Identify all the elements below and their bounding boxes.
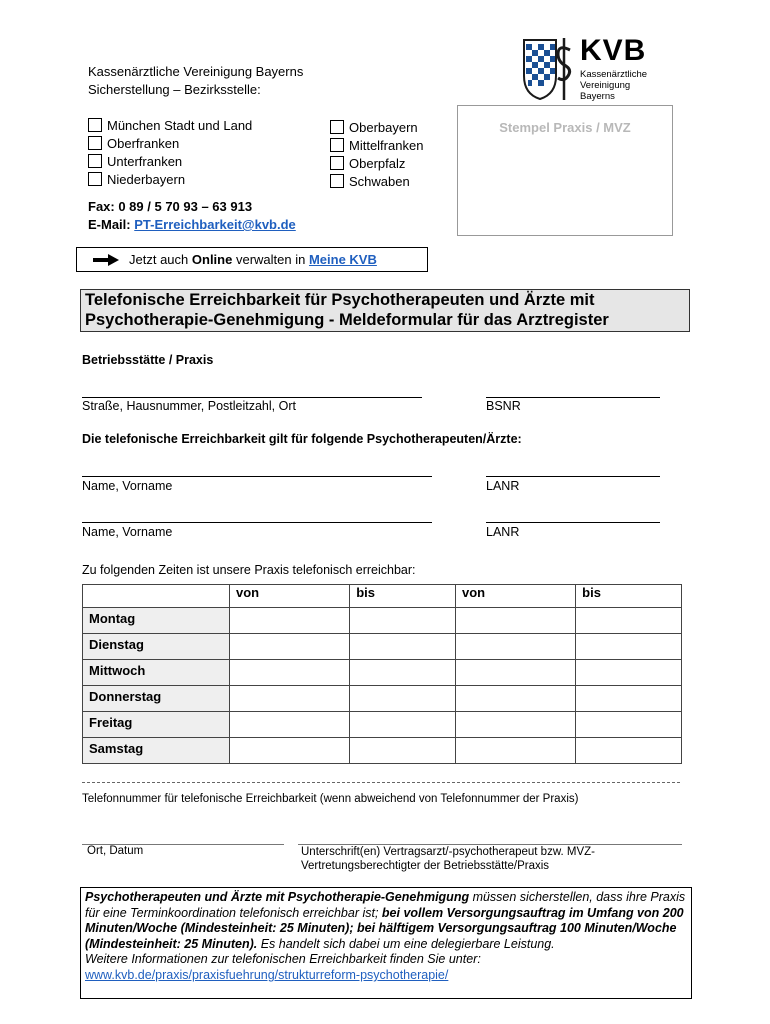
- table-header-cell: [83, 585, 230, 608]
- time-cell[interactable]: [350, 686, 456, 712]
- form-title-line: Telefonische Erreichbarkeit für Psychotherapeuten und Ärzte mit: [85, 291, 595, 309]
- time-cell[interactable]: [230, 608, 350, 634]
- banner-strong: Online: [191, 252, 233, 267]
- signature-label: Vertretungsberechtigter der Betriebsstätte/Praxis: [301, 860, 550, 872]
- district-checkbox[interactable]: München Stadt und Land: [88, 116, 252, 134]
- time-cell[interactable]: [230, 660, 350, 686]
- table-row: [83, 660, 682, 686]
- day-label: Mittwoch: [83, 660, 230, 686]
- info-bold: bei vollem Versorgungsauftrag im Umfang von 200 Minuten/Woche (Mindesteinheit: 25 Minuten); bei hälftigem Versorgungsauftrag 100 Minuten/Woche (Mindesteinheit: 25 Minuten).: [85, 905, 684, 951]
- time-cell[interactable]: [576, 686, 682, 712]
- checkbox-icon[interactable]: [330, 156, 344, 170]
- time-cell[interactable]: [576, 712, 682, 738]
- lanr-label: LANR: [486, 479, 520, 493]
- time-cell[interactable]: [455, 660, 575, 686]
- info-link[interactable]: www.kvb.de/praxis/praxisfuehrung/strukturreform-psychotherapie/: [85, 967, 449, 982]
- lanr-input-line[interactable]: [486, 476, 660, 477]
- checkbox-icon[interactable]: [330, 138, 344, 152]
- checkbox-icon[interactable]: [330, 120, 344, 134]
- time-cell[interactable]: [455, 608, 575, 634]
- district-checkbox[interactable]: Oberfranken: [88, 134, 252, 152]
- time-cell[interactable]: [455, 634, 575, 660]
- district-checkbox[interactable]: Unterfranken: [88, 152, 252, 170]
- time-cell[interactable]: [455, 686, 575, 712]
- time-cell[interactable]: [455, 738, 575, 764]
- table-row: [83, 634, 682, 660]
- banner-middle: verwalten in: [235, 252, 306, 267]
- table-header-cell: bis: [576, 585, 682, 608]
- time-cell[interactable]: [350, 712, 456, 738]
- kvb-logo-line: Kassenärztliche: [580, 69, 648, 80]
- section-betrieb: Betriebsstätte / Praxis: [82, 353, 214, 367]
- address-label: Straße, Hausnummer, Postleitzahl, Ort: [82, 399, 296, 413]
- table-header-cell: bis: [350, 585, 456, 608]
- district-checkbox[interactable]: Mittelfranken: [330, 136, 423, 154]
- time-cell[interactable]: [576, 660, 682, 686]
- bsnr-label: BSNR: [486, 399, 521, 413]
- stamp-label: Stempel Praxis / MVZ: [499, 120, 631, 135]
- info-more: Weitere Informationen zur telefonischen Erreichbarkeit finden Sie unter:: [85, 952, 481, 967]
- district-checkbox[interactable]: Oberbayern: [330, 118, 423, 136]
- header-subtitle: Sicherstellung – Bezirksstelle:: [88, 82, 261, 97]
- table-header-cell: von: [230, 585, 350, 608]
- kvb-logo: [520, 36, 680, 102]
- meine-kvb-link[interactable]: Meine KVB: [308, 252, 377, 267]
- checkbox-icon[interactable]: [330, 174, 344, 188]
- email-line: [88, 216, 296, 234]
- table-row: [83, 686, 682, 712]
- time-cell[interactable]: [350, 738, 456, 764]
- phone-label: Telefonnummer für telefonische Erreichbarkeit (wenn abweichend von Telefonnummer der Praxis): [82, 793, 579, 805]
- table-row: [83, 712, 682, 738]
- info-text: müssen sicherstellen, dass ihre Praxis für eine Terminkoordination telefonisch erreichbar ist;: [85, 890, 686, 920]
- checkbox-icon[interactable]: [88, 154, 102, 168]
- checkbox-icon[interactable]: [88, 172, 102, 186]
- signature-label: Unterschrift(en) Vertragsarzt/-psychotherapeut bzw. MVZ-: [301, 846, 595, 858]
- day-label: Freitag: [83, 712, 230, 738]
- day-label: Donnerstag: [83, 686, 230, 712]
- name-label: Name, Vorname: [82, 525, 173, 539]
- name-label: Name, Vorname: [82, 479, 173, 493]
- day-label: Dienstag: [83, 634, 230, 660]
- lanr-input-line[interactable]: [486, 522, 660, 523]
- email-label: E-Mail:: [88, 217, 131, 232]
- arrow-right-icon: [93, 254, 119, 266]
- form-title-line: Psychotherapie-Genehmigung - Meldeformular für das Arztregister: [85, 311, 609, 329]
- time-cell[interactable]: [455, 712, 575, 738]
- table-row: [83, 738, 682, 764]
- district-checkbox[interactable]: Oberpfalz: [330, 154, 423, 172]
- place-date-label: Ort, Datum: [87, 845, 144, 857]
- time-cell[interactable]: [350, 608, 456, 634]
- org-name: Kassenärztliche Vereinigung Bayerns: [88, 64, 304, 79]
- kvb-shield-icon: [520, 36, 572, 102]
- district-options-right: [330, 118, 423, 190]
- time-cell[interactable]: [230, 634, 350, 660]
- lanr-label: LANR: [486, 525, 520, 539]
- time-cell[interactable]: [230, 686, 350, 712]
- form-title-box: [80, 289, 690, 332]
- table-row: [83, 608, 682, 634]
- section-persons: Die telefonische Erreichbarkeit gilt für folgende Psychotherapeuten/Ärzte:: [82, 432, 522, 446]
- district-options-left: [88, 116, 252, 188]
- table-header-row: [83, 585, 682, 608]
- info-bold: Psychotherapeuten und Ärzte mit Psychotherapie-Genehmigung: [85, 890, 470, 904]
- checkbox-icon[interactable]: [88, 136, 102, 150]
- district-checkbox[interactable]: Niederbayern: [88, 170, 252, 188]
- time-cell[interactable]: [230, 712, 350, 738]
- name-input-line[interactable]: [82, 476, 432, 477]
- day-label: Montag: [83, 608, 230, 634]
- time-cell[interactable]: [576, 738, 682, 764]
- info-text: Es handelt sich dabei um eine delegierbare Leistung.: [257, 936, 555, 951]
- availability-table: [82, 584, 682, 764]
- email-link[interactable]: PT-Erreichbarkeit@kvb.de: [134, 217, 296, 232]
- times-intro: Zu folgenden Zeiten ist unsere Praxis telefonisch erreichbar:: [82, 563, 416, 577]
- stamp-box[interactable]: [457, 105, 673, 236]
- banner-prefix: Jetzt auch: [129, 252, 189, 267]
- kvb-logo-line: Vereinigung: [580, 80, 631, 91]
- kvb-logo-line: Bayerns: [580, 91, 615, 102]
- info-box: [80, 887, 692, 999]
- phone-input-line[interactable]: [82, 782, 680, 783]
- day-label: Samstag: [83, 738, 230, 764]
- time-cell[interactable]: [576, 608, 682, 634]
- online-banner[interactable]: [76, 247, 428, 272]
- time-cell[interactable]: [576, 634, 682, 660]
- time-cell[interactable]: [230, 738, 350, 764]
- district-checkbox[interactable]: Schwaben: [330, 172, 423, 190]
- fax-number: Fax: 0 89 / 5 70 93 – 63 913: [88, 199, 253, 214]
- table-header-cell: von: [455, 585, 575, 608]
- checkbox-icon[interactable]: [88, 118, 102, 132]
- kvb-logo-name: KVB: [580, 34, 647, 67]
- time-cell[interactable]: [350, 660, 456, 686]
- time-cell[interactable]: [350, 634, 456, 660]
- name-input-line[interactable]: [82, 522, 432, 523]
